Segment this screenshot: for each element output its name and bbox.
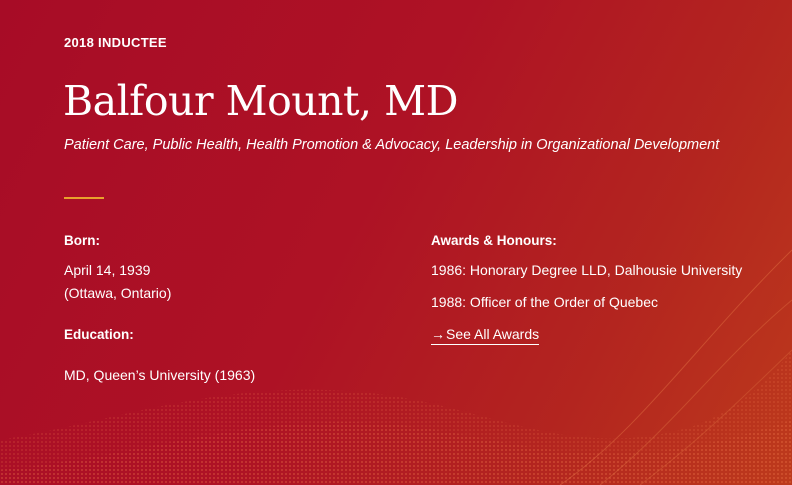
inductee-name: Balfour Mount, MD — [63, 77, 458, 125]
accent-divider — [64, 197, 104, 199]
education-label: Education: — [64, 327, 134, 342]
inductee-categories: Patient Care, Public Health, Health Promotion & Advocacy, Leadership in Organizational Development — [64, 137, 720, 153]
arrow-right-icon: → — [431, 326, 445, 342]
born-place: (Ottawa, Ontario) — [64, 285, 172, 301]
see-all-awards-label: See All Awards — [446, 326, 540, 342]
award-item: 1986: Honorary Degree LLD, Dalhousie University — [431, 262, 743, 278]
born-label: Born: — [64, 233, 100, 248]
education-item: MD, Queen’s University (1963) — [64, 367, 256, 383]
award-item: 1988: Officer of the Order of Quebec — [431, 294, 658, 310]
awards-label: Awards & Honours: — [431, 233, 557, 248]
see-all-awards-link[interactable] — [431, 325, 539, 345]
born-date: April 14, 1939 — [64, 262, 151, 278]
inductee-year-label: 2018 INDUCTEE — [64, 35, 167, 50]
